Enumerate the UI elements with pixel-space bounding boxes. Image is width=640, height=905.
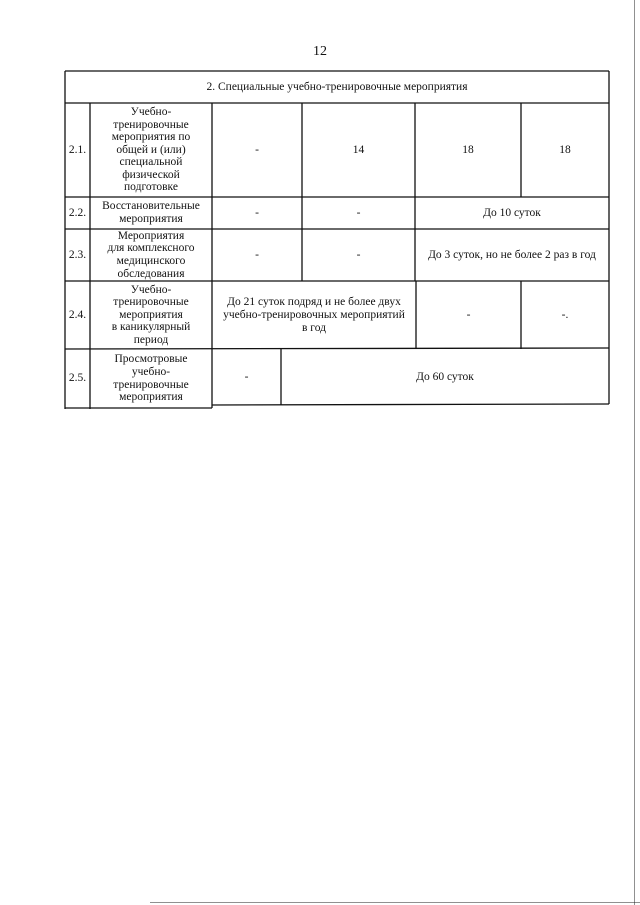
scan-edge-right (634, 0, 635, 905)
row-number: 2.1. (68, 143, 87, 156)
row-value: - (356, 206, 361, 219)
row-value: - (255, 206, 259, 219)
row-value: -. (561, 308, 569, 321)
row-activity-name: Учебно- тренировочные мероприятия по общей и (или) специальной физической подготовке (111, 105, 191, 194)
row-activity-name: Мероприятия для комплексного медицинского обследования (107, 229, 195, 280)
row-number: 2.2. (68, 206, 87, 219)
row-number: 2.4. (68, 308, 87, 321)
row-value: До 10 суток (483, 206, 541, 219)
row-value: 18 (462, 143, 474, 156)
row-value: - (255, 143, 259, 156)
row-value: - (244, 370, 249, 383)
row-value: 18 (559, 143, 571, 156)
table-section-header: 2. Специальные учебно-тренировочные мероприятия (206, 80, 468, 93)
scan-edge-bottom (150, 902, 640, 903)
row-activity-name: Учебно- тренировочные мероприятия в каникулярный период (111, 283, 191, 346)
row-value: - (255, 248, 259, 261)
page-number: 12 (313, 44, 327, 59)
row-value: - (356, 248, 361, 261)
row-activity-name: Просмотровые учебно- тренировочные мероприятия (113, 353, 189, 404)
row-number: 2.5. (68, 372, 87, 384)
row-value: - (466, 308, 471, 321)
row-value: До 21 суток подряд и не более двух учебно-тренировочных мероприятий в год (223, 295, 405, 334)
row-activity-name: Восстановительные мероприятия (102, 200, 200, 225)
row-number: 2.3. (68, 248, 87, 261)
row-value: До 3 суток, но не более 2 раз в год (428, 248, 596, 261)
row-value: До 60 суток (416, 370, 474, 383)
row-value: 14 (352, 143, 365, 156)
